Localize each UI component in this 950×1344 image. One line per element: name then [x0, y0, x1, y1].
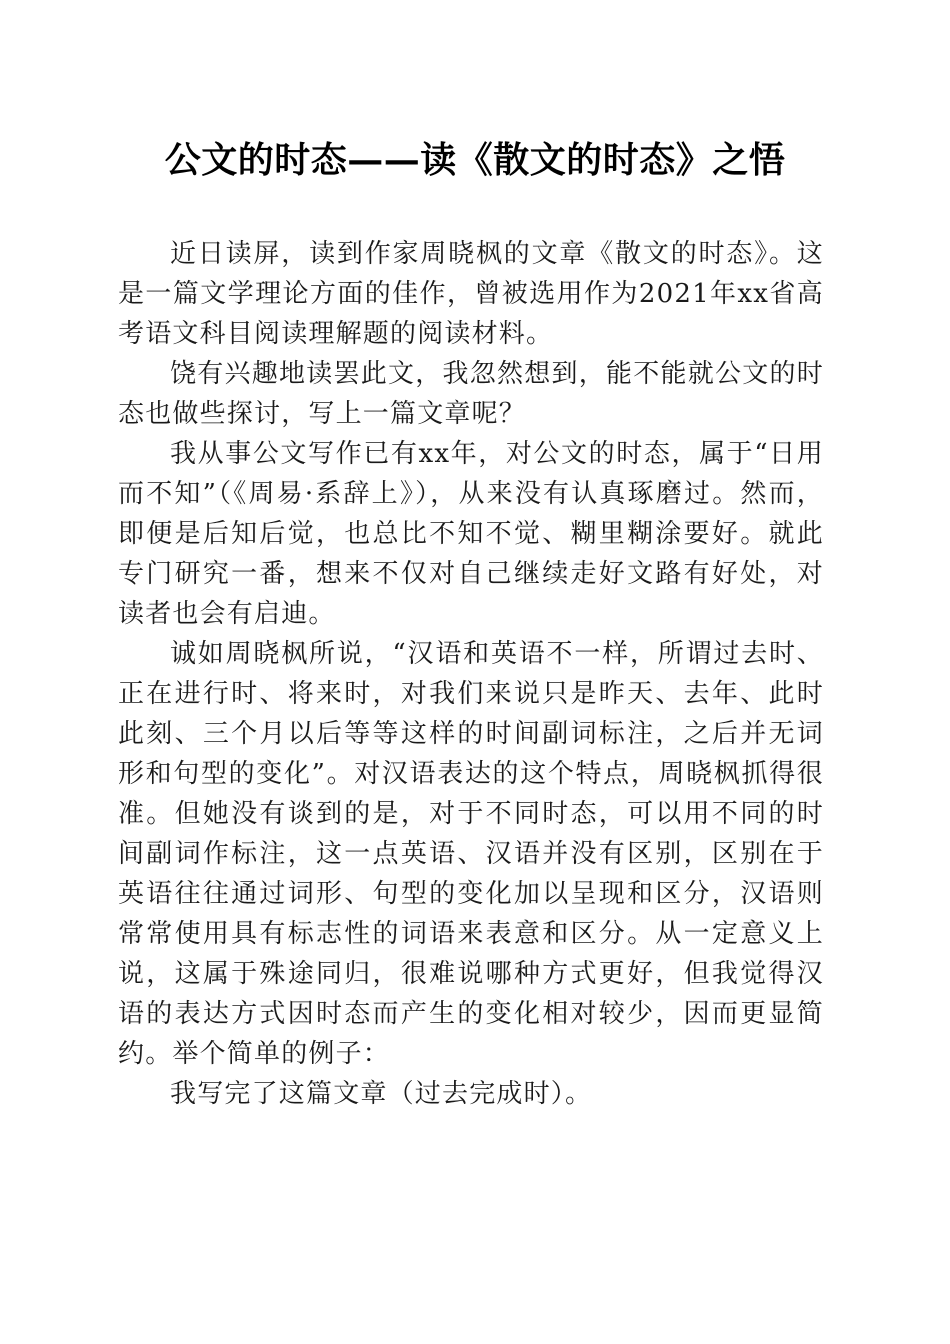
paragraph-3: 我从事公文写作已有xx年，对公文的时态，属于“日用而不知”（《周易·系辞上》），从来没有认真琢磨过。然而，即便是后知后觉，也总比不知不觉、糊里糊涂要好。就此专门研究一番，想来不仅对自己继续走好文路有好处，对读者也会有启迪。	[118, 439, 824, 629]
document-title: 公文的时态——读《散文的时态》之悟	[164, 139, 786, 181]
paragraph-5: 我写完了这篇文章（过去完成时）。	[170, 1079, 593, 1109]
paragraph-2: 饶有兴趣地读罢此文，我忽然想到，能不能就公文的时态也做些探讨，写上一篇文章呢？	[118, 359, 824, 429]
paragraph-4: 诚如周晓枫所说，“汉语和英语不一样，所谓过去时、正在进行时、将来时，对我们来说只是昨天、去年、此时此刻、三个月以后等等这样的时间副词标注，之后并无词形和句型的变化”。对汉语表达的这个特点，周晓枫抓得很准。但她没有谈到的是，对于不同时态，可以用不同的时间副词作标注，这一点英语、汉语并没有区别，区别在于英语往往通过词形、句型的变化加以呈现和区分，汉语则常常使用具有标志性的词语来表意和区分。从一定意义上说，这属于殊途同归，很难说哪种方式更好，但我觉得汉语的表达方式因时态而产生的变化相对较少，因而更显简约。举个简单的例子：	[118, 639, 824, 1069]
document-body	[118, 234, 824, 1114]
paragraph-1: 近日读屏，读到作家周晓枫的文章《散文的时态》。这是一篇文学理论方面的佳作，曾被选用作为2021年xx省高考语文科目阅读理解题的阅读材料。	[118, 239, 824, 349]
